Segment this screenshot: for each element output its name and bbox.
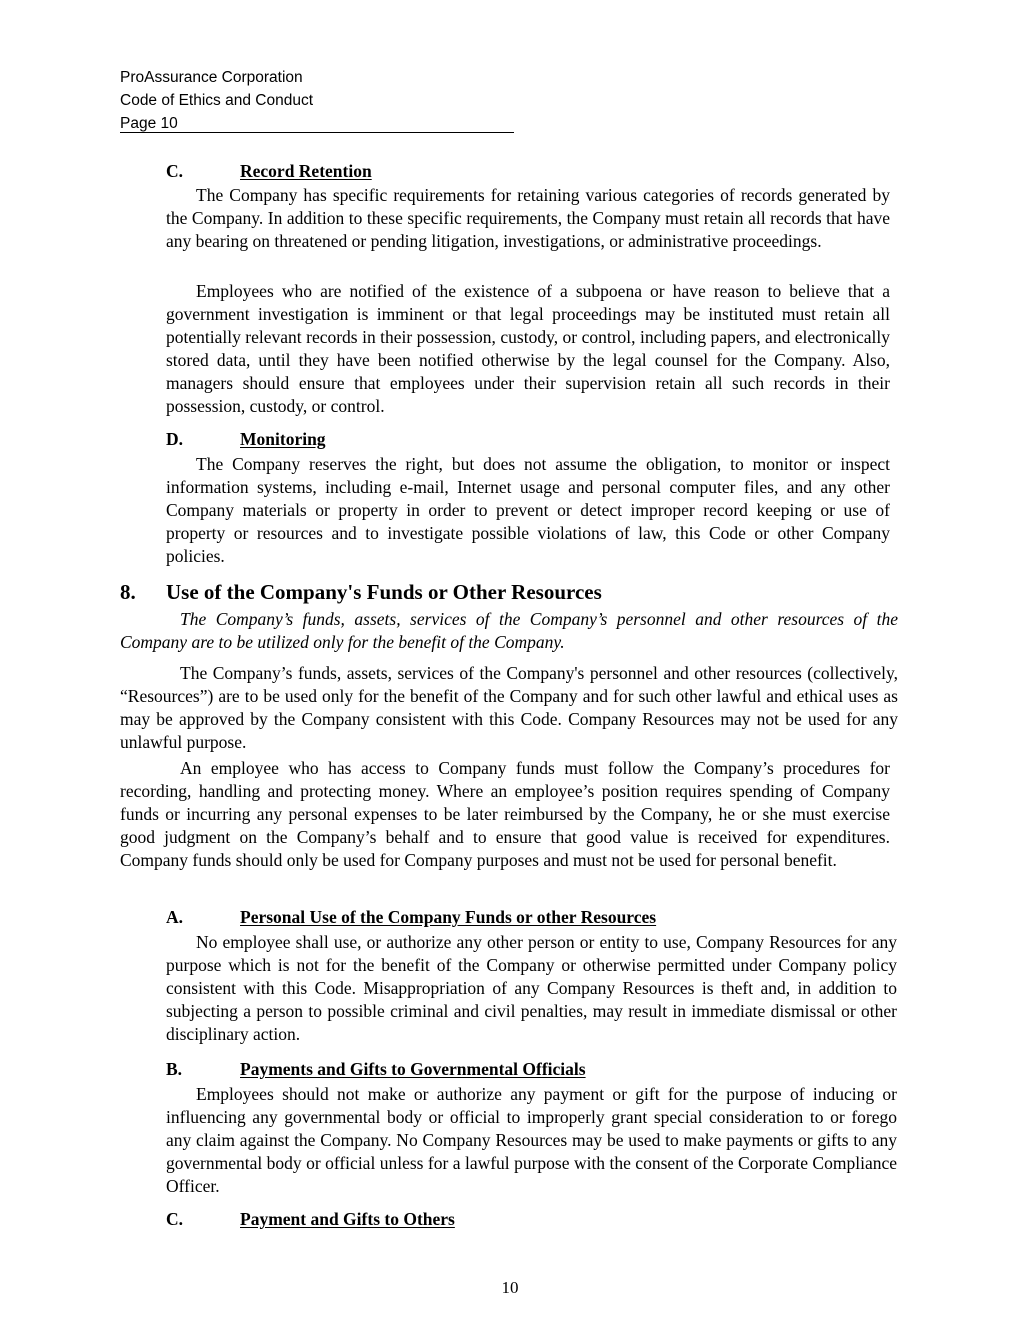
section-8-paragraph-2: An employee who has access to Company funds must follow the Company’s procedures for recording, handling and protecting money. Where an employee’s position requires spending of Company funds or incurring any personal expenses to be later reimbursed by the Company, he or she must exercise good judgment on the Company’s behalf and to ensure that good value is received for expenditures. Company funds should only be used for Company purposes and must not be used for personal benefit. (120, 758, 890, 870)
subsection-letter: A. (166, 907, 184, 927)
page-number: 10 (501, 1278, 519, 1297)
subsection-personal-use-heading (166, 906, 896, 930)
section-8-paragraph-1: The Company’s funds, assets, services of the Company's personnel and other resources (collectively, “Resources”) are to be used only for the benefit of the Company and for such other lawful and ethical uses as may be approved by the Company consistent with this Code. Company Resources may not be used for any unlawful purpose. (120, 663, 898, 752)
subsection-title: Payments and Gifts to Governmental Officials (240, 1059, 586, 1079)
document-header (120, 66, 313, 135)
subsection-payments-gov-heading (166, 1058, 896, 1082)
record-retention-paragraph-1: The Company has specific requirements for retaining various categories of records generated by the Company. In addition to these specific requirements, the Company must retain all records that have any bearing on threatened or pending litigation, investigations, or administrative proceedings. (166, 185, 890, 251)
subsection-payments-others-heading (166, 1208, 896, 1232)
personal-use-paragraph: No employee shall use, or authorize any other person or entity to use, Company Resources for any purpose which is not for the benefit of the Company or otherwise permitted under Company policy consistent with this Code. Misappropriation of any Company Resources is theft and, in addition to subjecting a person to possible criminal and civil penalties, may result in immediate dismissal or other disciplinary action. (166, 932, 897, 1044)
subsection-monitoring-heading (166, 428, 896, 452)
subsection-letter: B. (166, 1059, 183, 1079)
payments-gov-paragraph: Employees should not make or authorize any payment or gift for the purpose of inducing or influencing any governmental body or official to improperly grant special consideration to or forego any claim against the Company. No Company Resources may be used to make payments or gifts to any governmental body or official unless for a lawful purpose with the consent of the Corporate Compliance Officer. (166, 1084, 897, 1196)
subsection-title: Record Retention (240, 161, 372, 181)
monitoring-paragraph: The Company reserves the right, but does not assume the obligation, to monitor or inspect information systems, including e-mail, Internet usage and personal computer files, and any other Company materials or property in order to prevent or detect improper record keeping or use of property or resources and to investigate possible violations of law, this Code or other Company policies. (166, 454, 890, 566)
header-document-title: Code of Ethics and Conduct (120, 92, 314, 109)
subsection-title: Personal Use of the Company Funds or other Resources (240, 907, 657, 927)
header-page-label: Page 10 (120, 115, 178, 132)
subsection-title: Monitoring (240, 429, 326, 449)
section-number: 8. (120, 580, 136, 604)
header-company: ProAssurance Corporation (120, 69, 303, 86)
subsection-letter: C. (166, 161, 184, 181)
record-retention-paragraph-2: Employees who are notified of the existence of a subpoena or have reason to believe that a government investigation is imminent or that legal proceedings may be instituted must retain all potentially relevant records in their possession, custody, or control, including papers, and electronically stored data, until they have been notified otherwise by the legal counsel for the Company. Also, managers should ensure that employees under their supervision retain all such records in their possession, custody, or control. (166, 281, 890, 416)
subsection-record-retention-heading (166, 160, 896, 184)
header-divider (120, 132, 514, 133)
section-title: Use of the Company's Funds or Other Resources (166, 580, 602, 604)
subsection-title: Payment and Gifts to Others (240, 1209, 455, 1229)
section-8-summary: The Company’s funds, assets, services of the Company’s personnel and other resources of the Company are to be utilized only for the benefit of the Company. (120, 609, 898, 652)
subsection-letter: D. (166, 429, 184, 449)
subsection-letter: C. (166, 1209, 184, 1229)
